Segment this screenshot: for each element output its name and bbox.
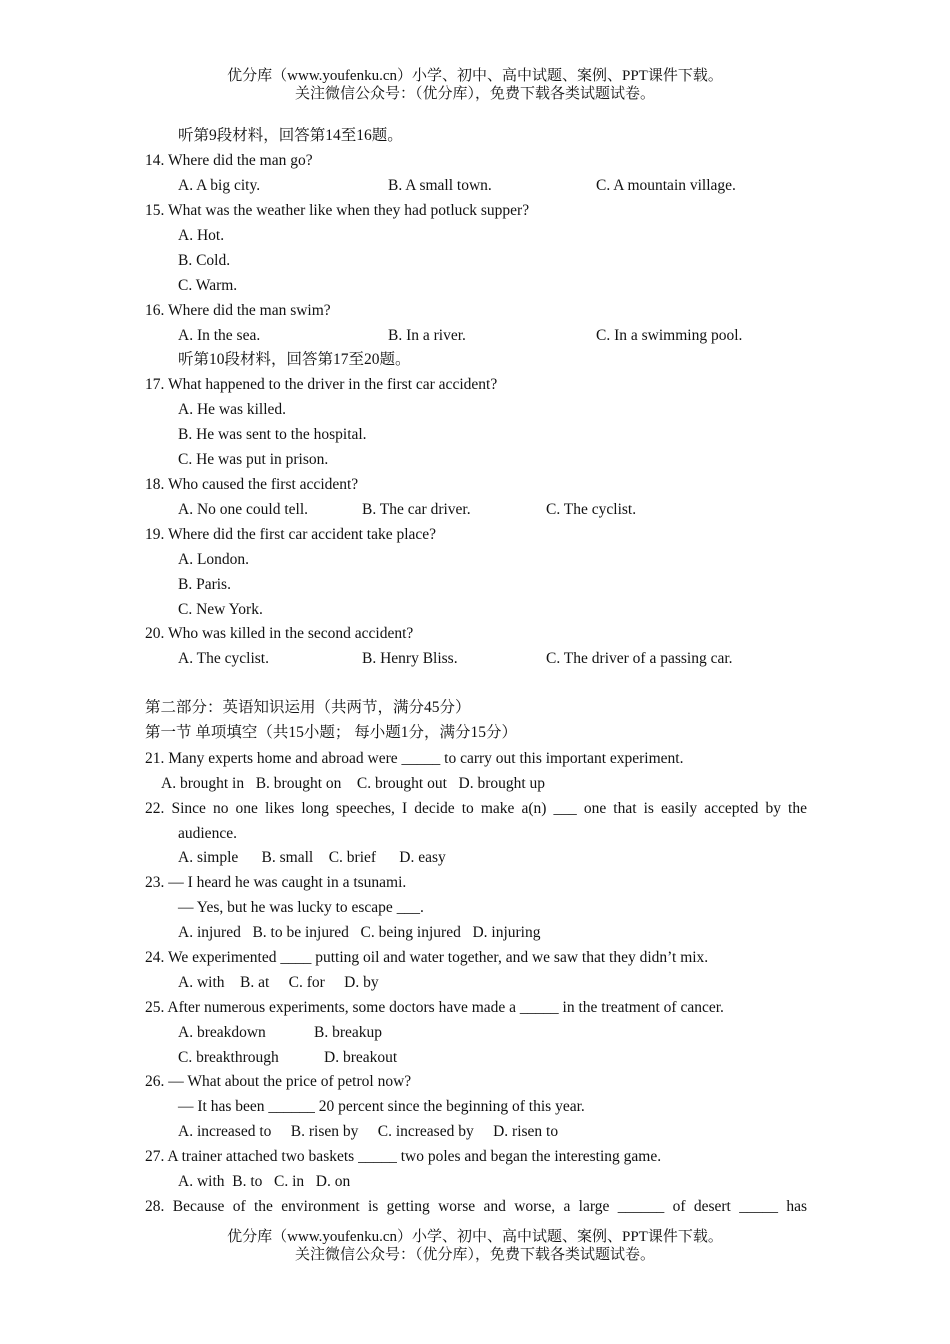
q17-option-a: A. He was killed.	[178, 401, 287, 418]
q14-option-c: C. A mountain village.	[596, 177, 736, 194]
header-line-1: 优分库（www.youfenku.cn）小学、初中、高中试题、案例、PPT课件下载。	[227, 68, 723, 84]
q20-option-b: B. Henry Bliss.	[362, 650, 458, 667]
q19-option-b: B. Paris.	[178, 576, 231, 593]
q16-stem: 16. Where did the man swim?	[145, 302, 331, 319]
q25-option-d: D. breakout	[324, 1049, 398, 1066]
q14-option-a: A. A big city.	[178, 177, 261, 194]
q24-options: A. with B. at C. for D. by	[178, 974, 379, 991]
q15-option-b: B. Cold.	[178, 252, 231, 269]
q15-stem: 15. What was the weather like when they had potluck supper?	[145, 202, 530, 219]
q25-option-b: B. breakup	[314, 1024, 383, 1041]
q23-stem-reply: — Yes, but he was lucky to escape ___.	[178, 899, 424, 916]
q22-stem-continued: audience.	[178, 825, 237, 842]
q16-option-b: B. In a river.	[388, 327, 466, 344]
q24-stem: 24. We experimented ____ putting oil and water together, and we saw that they didn’t mix.	[145, 949, 709, 966]
part-2-title: 第二部分：英语知识运用（共两节，满分45分）	[145, 699, 471, 716]
q28-stem: 28. Because of the environment is getting worse and worse, a large ______ of desert _____ has	[145, 1198, 807, 1215]
q18-option-a: A. No one could tell.	[178, 501, 309, 518]
q25-stem: 25. After numerous experiments, some doctors have made a _____ in the treatment of cancer.	[145, 999, 724, 1016]
header-line-2: 关注微信公众号：（优分库），免费下载各类试题试卷。	[294, 86, 655, 102]
q19-stem: 19. Where did the first car accident take place?	[145, 526, 437, 543]
q17-stem: 17. What happened to the driver in the first car accident?	[145, 376, 498, 393]
q22-options: A. simple B. small C. brief D. easy	[178, 849, 446, 866]
q22-stem: 22. Since no one likes long speeches, I decide to make a(n) ___ one that is easily accepted by the	[145, 800, 807, 817]
q26-options: A. increased to B. risen by C. increased by D. risen to	[178, 1123, 559, 1140]
section-10-instruction: 听第10段材料，回答第17至20题。	[178, 351, 411, 368]
q18-stem: 18. Who caused the first accident?	[145, 476, 359, 493]
q23-options: A. injured B. to be injured C. being injured D. injuring	[178, 924, 541, 941]
q20-option-a: A. The cyclist.	[178, 650, 269, 667]
q25-option-c: C. breakthrough	[178, 1049, 279, 1066]
q26-stem: 26. — What about the price of petrol now?	[145, 1073, 412, 1090]
q17-option-c: C. He was put in prison.	[178, 451, 329, 468]
q26-stem-reply: — It has been ______ 20 percent since the beginning of this year.	[178, 1098, 585, 1115]
q16-option-a: A. In the sea.	[178, 327, 261, 344]
q14-stem: 14. Where did the man go?	[145, 152, 313, 169]
q27-options: A. with B. to C. in D. on	[178, 1173, 351, 1190]
q17-option-b: B. He was sent to the hospital.	[178, 426, 367, 443]
q21-stem: 21. Many experts home and abroad were _____ to carry out this important experiment.	[145, 750, 684, 767]
q18-option-c: C. The cyclist.	[546, 501, 637, 518]
q16-option-c: C. In a swimming pool.	[596, 327, 743, 344]
q25-option-a: A. breakdown	[178, 1024, 266, 1041]
q27-stem: 27. A trainer attached two baskets _____ two poles and began the interesting game.	[145, 1148, 662, 1165]
q21-options: A. brought in B. brought on C. brought out D. brought up	[161, 775, 546, 792]
q19-option-c: C. New York.	[178, 601, 263, 618]
q15-option-a: A. Hot.	[178, 227, 225, 244]
footer-line-2: 关注微信公众号：（优分库），免费下载各类试题试卷。	[294, 1247, 655, 1263]
q14-option-b: B. A small town.	[388, 177, 492, 194]
q18-option-b: B. The car driver.	[362, 501, 471, 518]
q15-option-c: C. Warm.	[178, 277, 238, 294]
q20-stem: 20. Who was killed in the second accident?	[145, 625, 414, 642]
q19-option-a: A. London.	[178, 551, 250, 568]
part-2-section-1-title: 第一节 单项填空（共15小题； 每小题1分，满分15分）	[145, 724, 518, 741]
q23-stem: 23. — I heard he was caught in a tsunami.	[145, 874, 407, 891]
section-9-instruction: 听第9段材料，回答第14至16题。	[178, 127, 403, 144]
footer-line-1: 优分库（www.youfenku.cn）小学、初中、高中试题、案例、PPT课件下载。	[227, 1229, 723, 1245]
q20-option-c: C. The driver of a passing car.	[546, 650, 733, 667]
